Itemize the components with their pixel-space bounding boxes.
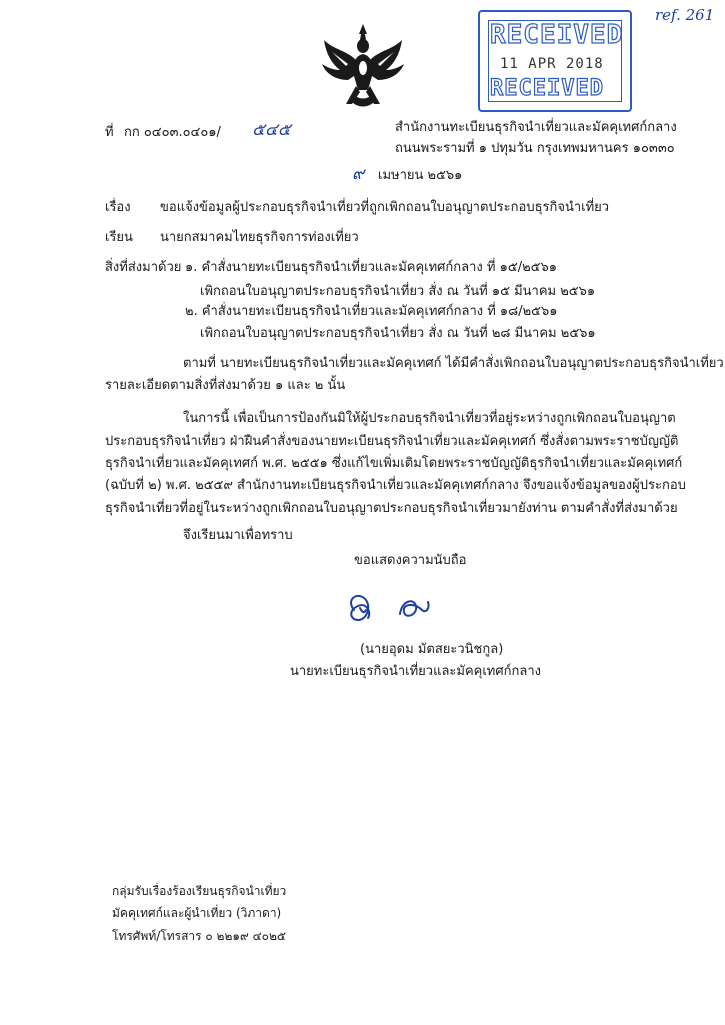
corner-note: ref. 261 bbox=[655, 6, 715, 24]
para2-line-2: ประกอบธุรกิจนำเที่ยว ฝ่าฝืนคำสั่งของนายทะเบียนธุรกิจนำเที่ยวและมัคคุเทศก์ ซึ่งสั่งตามพระราชบัญญัติ bbox=[105, 434, 679, 449]
signatory-title: นายทะเบียนธุรกิจนำเที่ยวและมัคคุเทศก์กลาง bbox=[290, 664, 541, 679]
handwritten-signature bbox=[342, 590, 452, 630]
footer-line-3: โทรศัพท์/โทรสาร ๐ ๒๒๑๙ ๔๐๒๕ bbox=[112, 929, 286, 943]
stamp-word-bottom: RECEIVED bbox=[490, 76, 604, 101]
ref-label: ที่ bbox=[105, 125, 114, 140]
enclosures-label: สิ่งที่ส่งมาด้วย bbox=[105, 260, 182, 275]
garuda-emblem-icon bbox=[318, 20, 408, 112]
regards-text: ขอแสดงความนับถือ bbox=[354, 553, 467, 568]
recipient-label: เรียน bbox=[105, 230, 133, 245]
letter-date: เมษายน ๒๕๖๑ bbox=[378, 168, 463, 183]
para2-line-3: ธุรกิจนำเที่ยวและมัคคุเทศก์ พ.ศ. ๒๕๕๑ ซึ่งแก้ไขเพิ่มเติมโดยพระราชบัญญัติธุรกิจนำเที่ยวและมัคคุเทศก์ bbox=[105, 456, 683, 471]
para2-line-5: ธุรกิจนำเที่ยวที่อยู่ในระหว่างถูกเพิกถอนใบอนุญาตประกอบธุรกิจนำเที่ยวมายังท่าน ตามคำสั่งที่ส่งมาด้วย bbox=[105, 501, 678, 516]
para2-line-1: ในการนี้ เพื่อเป็นการป้องกันมิให้ผู้ประกอบธุรกิจนำเที่ยวที่อยู่ระหว่างถูกเพิกถอนใบอนุญาต bbox=[183, 411, 676, 426]
office-line-2: ถนนพระรามที่ ๑ ปทุมวัน กรุงเทพมหานคร ๑๐๓๓๐ bbox=[395, 141, 675, 156]
para1-line-1: ตามที่ นายทะเบียนธุรกิจนำเที่ยวและมัคคุเทศก์ ได้มีคำสั่งเพิกถอนใบอนุญาตประกอบธุรกิจนำเที่ยว bbox=[183, 356, 724, 371]
footer-line-1: กลุ่มรับเรื่องร้องเรียนธุรกิจนำเที่ยว bbox=[112, 884, 287, 898]
stamp-date: 11 APR 2018 bbox=[500, 56, 604, 72]
received-stamp bbox=[478, 10, 632, 112]
recipient-text: นายกสมาคมไทยธุรกิจการท่องเที่ยว bbox=[160, 230, 359, 245]
enclosure-2-line-2: เพิกถอนใบอนุญาตประกอบธุรกิจนำเที่ยว สั่ง ณ วันที่ ๒๘ มีนาคม ๒๕๖๑ bbox=[200, 326, 596, 341]
ref-number: กก ๐๔๐๓.๐๔๐๑/ bbox=[124, 125, 221, 140]
enclosure-1-line-1: ๑. คำสั่งนายทะเบียนธุรกิจนำเที่ยวและมัคคุเทศก์กลาง ที่ ๑๕/๒๕๖๑ bbox=[185, 260, 557, 275]
subject-label: เรื่อง bbox=[105, 200, 131, 215]
subject-text: ขอแจ้งข้อมูลผู้ประกอบธุรกิจนำเที่ยวที่ถูกเพิกถอนใบอนุญาตประกอบธุรกิจนำเที่ยว bbox=[160, 200, 610, 215]
date-day-handwritten: ๙ bbox=[352, 164, 365, 184]
para1-line-2: รายละเอียดตามสิ่งที่ส่งมาด้วย ๑ และ ๒ นั้น bbox=[105, 378, 346, 393]
ref-number-handwritten: ๕๔๕ bbox=[252, 120, 291, 140]
office-line-1: สำนักงานทะเบียนธุรกิจนำเที่ยวและมัคคุเทศก์กลาง bbox=[395, 120, 677, 135]
enclosure-1-line-2: เพิกถอนใบอนุญาตประกอบธุรกิจนำเที่ยว สั่ง ณ วันที่ ๑๕ มีนาคม ๒๕๖๑ bbox=[200, 284, 596, 299]
para2-line-4: (ฉบับที่ ๒) พ.ศ. ๒๕๕๙ สำนักงานทะเบียนธุรกิจนำเที่ยวและมัคคุเทศก์กลาง จึงขอแจ้งข้อมูลของผู้ประกอบ bbox=[105, 478, 686, 493]
signatory-name: (นายอุดม มัตสยะวนิชกูล) bbox=[360, 642, 504, 657]
enclosure-2-line-1: ๒. คำสั่งนายทะเบียนธุรกิจนำเที่ยวและมัคคุเทศก์กลาง ที่ ๑๘/๒๕๖๑ bbox=[185, 304, 558, 319]
footer-line-2: มัคคุเทศก์และผู้นำเที่ยว (วิภาดา) bbox=[112, 906, 282, 920]
closing-text: จึงเรียนมาเพื่อทราบ bbox=[183, 528, 293, 543]
stamp-word-top: RECEIVED bbox=[490, 20, 624, 50]
